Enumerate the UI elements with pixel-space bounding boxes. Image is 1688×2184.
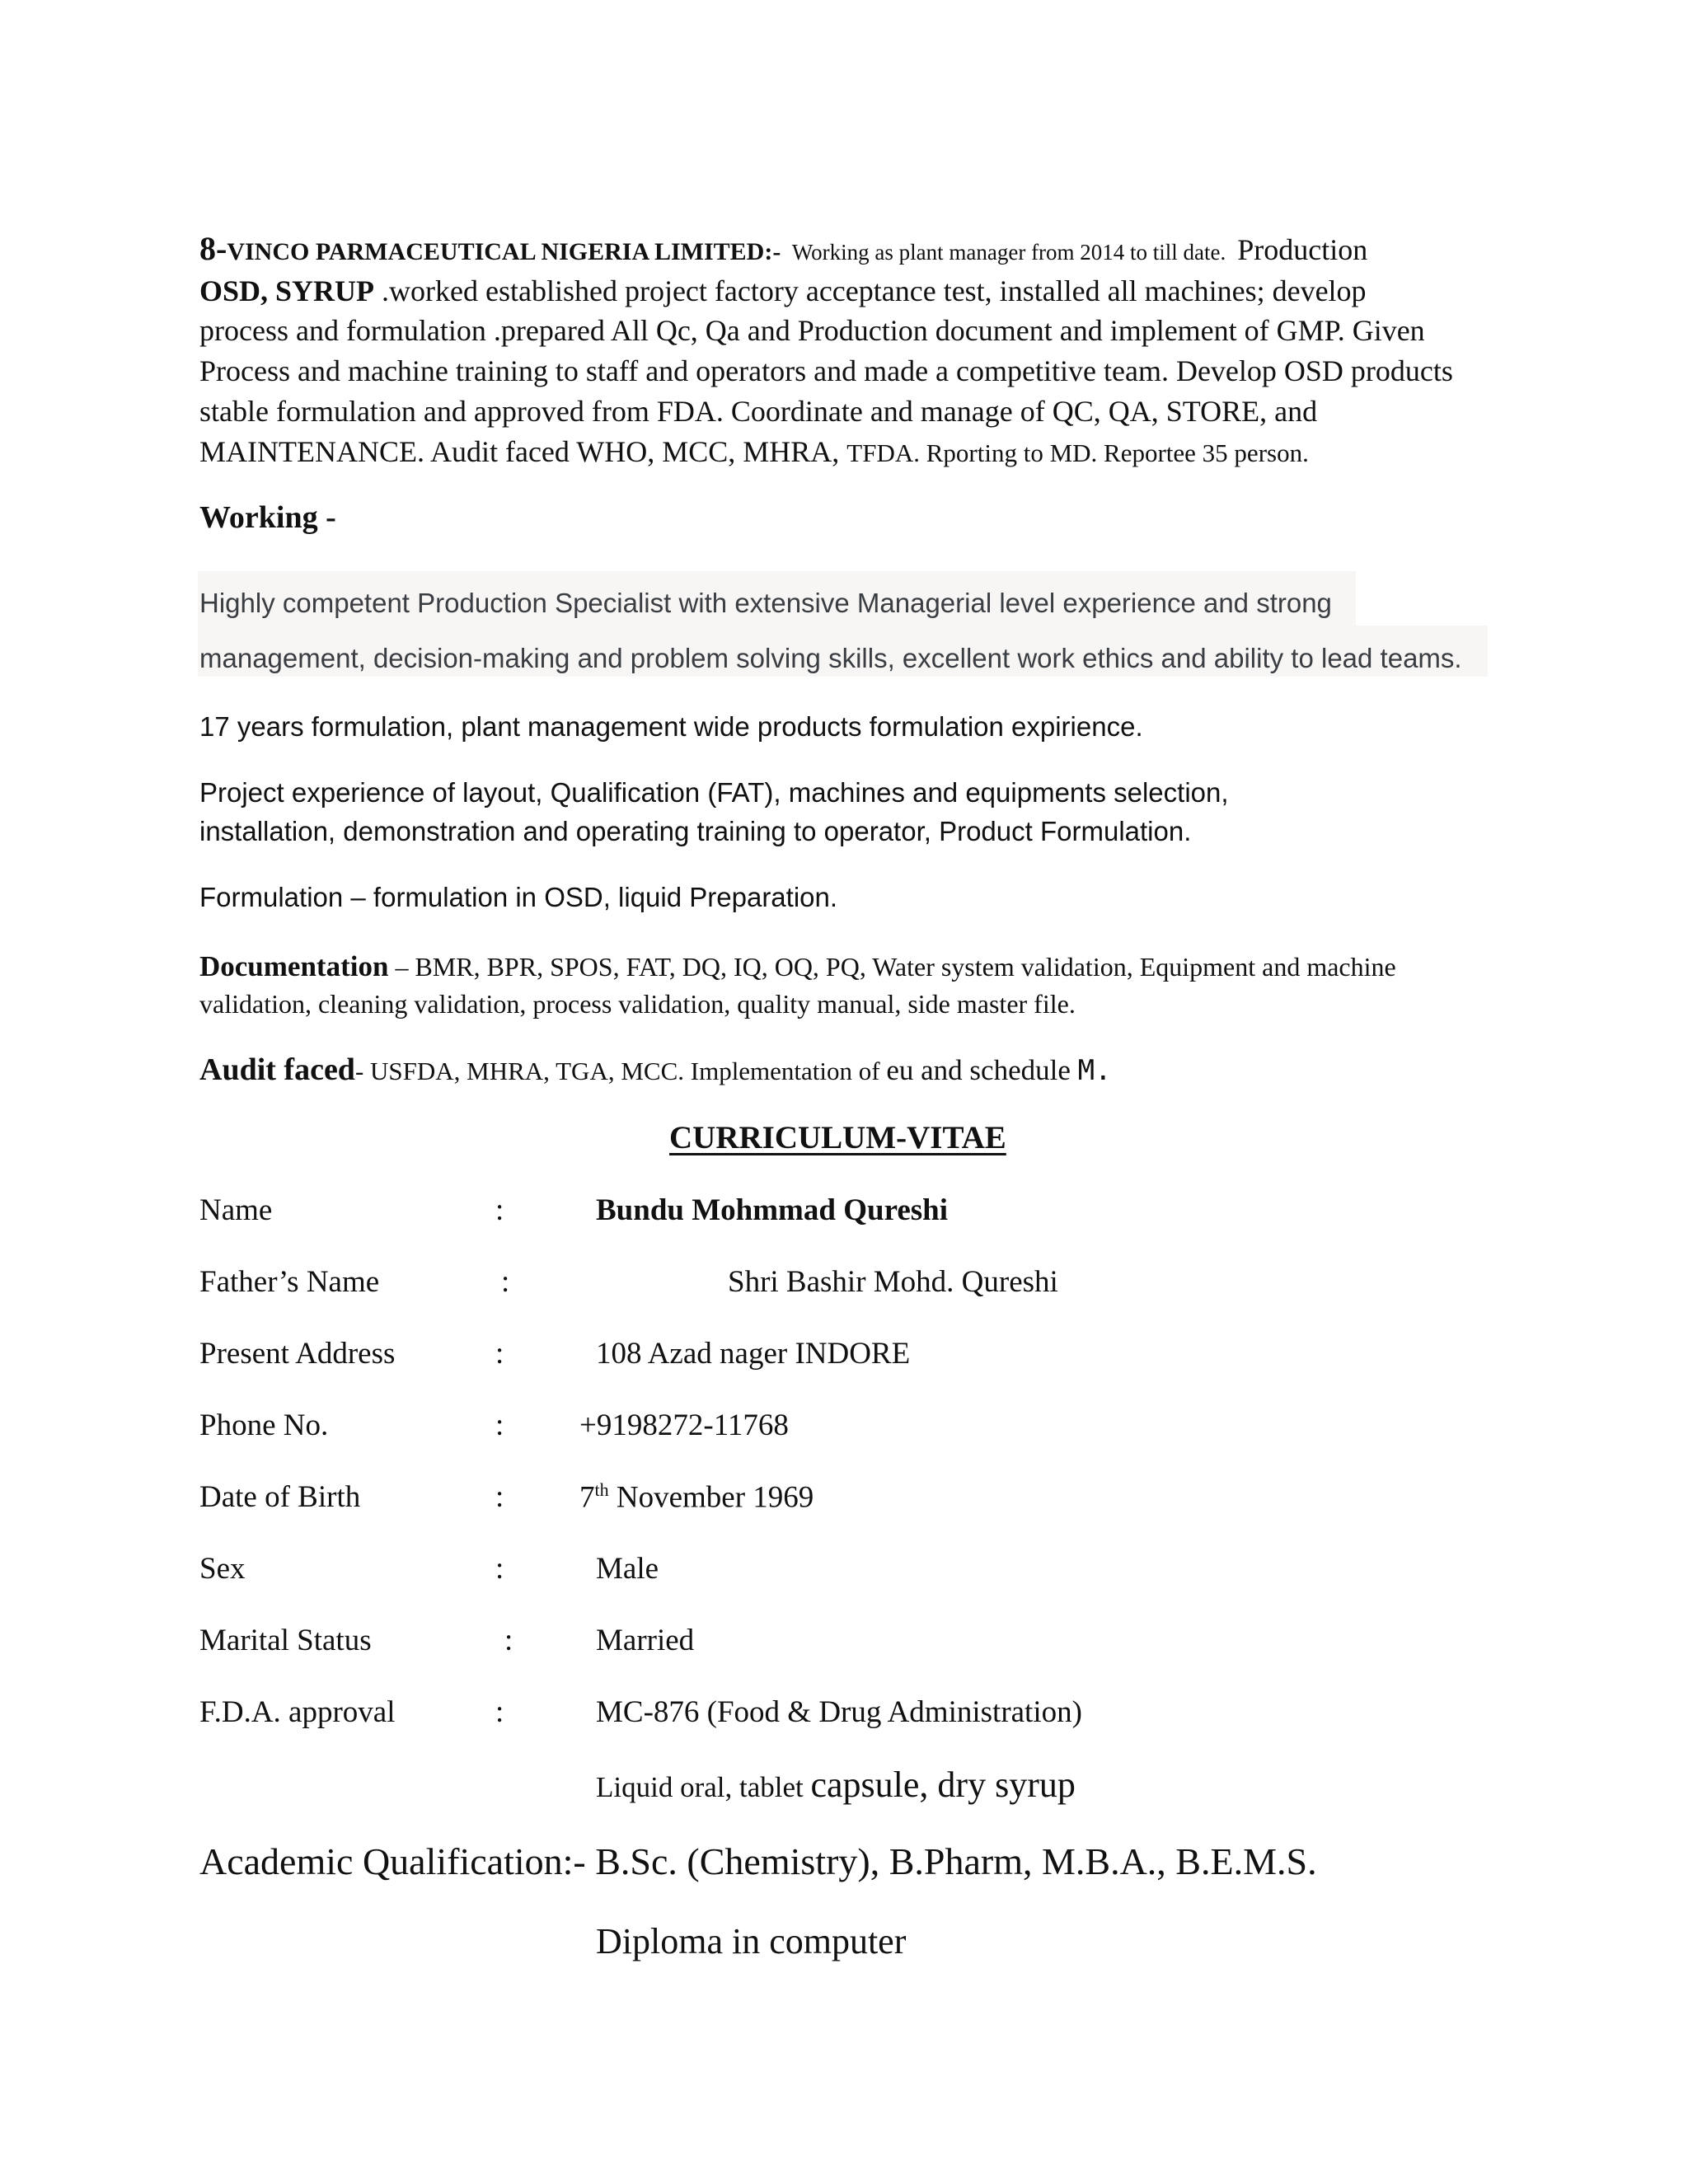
- experience-years: 17 years formulation, plant management wide products formulation expirience.: [199, 711, 1143, 742]
- summary-line-2: management, decision-making and problem solving skills, excellent work ethics and ability to lead teams.: [199, 643, 1462, 673]
- fda-value: MC-876 (Food & Drug Administration): [596, 1695, 1082, 1729]
- fda-label: F.D.A. approval: [199, 1695, 396, 1729]
- company-role: Working as plant manager from 2014 to till date.: [791, 240, 1226, 265]
- audit-label: Audit faced: [199, 1052, 355, 1087]
- father-label: Father’s Name: [199, 1265, 380, 1299]
- name-value: Bundu Mohmmad Qureshi: [596, 1193, 948, 1227]
- fda-products: Liquid oral, tablet capsule, dry syrup: [596, 1765, 1076, 1805]
- address-colon: :: [495, 1337, 504, 1371]
- documentation-block: [199, 948, 1485, 1023]
- address-value: 108 Azad nager INDORE: [596, 1337, 911, 1371]
- documentation-text: – BMR, BPR, SPOS, FAT, DQ, IQ, OQ, PQ, Water system validation, Equipment and machine validation, cleaning validation, process validation, quality manual, side master file.: [199, 952, 1396, 1019]
- company-products: OSD, SYRUP: [199, 274, 375, 307]
- sex-value: Male: [596, 1552, 659, 1586]
- sex-label: Sex: [199, 1552, 246, 1586]
- sex-colon: :: [495, 1552, 504, 1586]
- dob-value: 7th November 1969: [579, 1479, 814, 1515]
- company-line-5: stable formulation and approved from FDA. Coordinate and manage of QC, QA, STORE, and: [199, 395, 1318, 428]
- project-experience-2: installation, demonstration and operating training to operator, Product Formulation.: [199, 816, 1192, 846]
- marital-label: Marital Status: [199, 1624, 372, 1657]
- phone-value: +9198272-11768: [579, 1408, 789, 1442]
- company-line-4: Process and machine training to staff and operators and made a competitive team. Develop OSD products: [199, 354, 1453, 387]
- summary-line-1: Highly competent Production Specialist with extensive Managerial level experience and strong: [199, 588, 1332, 618]
- fda-colon: :: [495, 1695, 504, 1729]
- diploma: Diploma in computer: [596, 1921, 907, 1961]
- formulation-line: Formulation – formulation in OSD, liquid Preparation.: [199, 882, 838, 912]
- father-value: Shri Bashir Mohd. Qureshi: [728, 1265, 1058, 1299]
- marital-value: Married: [596, 1624, 695, 1657]
- company-line-2: OSD, SYRUP .worked established project factory acceptance test, installed all machines; develop: [199, 274, 1367, 307]
- project-experience-1: Project experience of layout, Qualification (FAT), machines and equipments selection,: [199, 777, 1229, 808]
- working-heading: Working -: [199, 500, 336, 535]
- company-extra: Production: [1237, 233, 1368, 266]
- phone-label: Phone No.: [199, 1408, 329, 1442]
- academic-qualification: Academic Qualification:- B.Sc. (Chemistry), B.Pharm, M.B.A., B.E.M.S.: [199, 1840, 1317, 1882]
- marital-colon: :: [504, 1624, 513, 1657]
- dob-label: Date of Birth: [199, 1480, 361, 1514]
- company-line-6: MAINTENANCE. Audit faced WHO, MCC, MHRA, TFDA. Rporting to MD. Reportee 35 person.: [199, 435, 1309, 468]
- name-colon: :: [495, 1193, 504, 1227]
- dob-colon: :: [495, 1480, 504, 1514]
- company-line-3: process and formulation .prepared All Qc, Qa and Production document and implement of GMP. Given: [199, 314, 1425, 347]
- father-colon: :: [501, 1265, 510, 1299]
- documentation-label: Documentation: [199, 950, 389, 982]
- phone-colon: :: [495, 1408, 504, 1442]
- name-label: Name: [199, 1193, 273, 1227]
- cv-title: CURRICULUM-VITAE: [669, 1120, 1006, 1155]
- company-heading: [199, 229, 1367, 268]
- company-number: 8-: [199, 230, 227, 267]
- audit-line: Audit faced- USFDA, MHRA, TGA, MCC. Implementation of eu and schedule M.: [199, 1052, 1112, 1087]
- address-label: Present Address: [199, 1337, 396, 1371]
- company-name: VINCO PARMACEUTICAL NIGERIA LIMITED:-: [227, 238, 781, 265]
